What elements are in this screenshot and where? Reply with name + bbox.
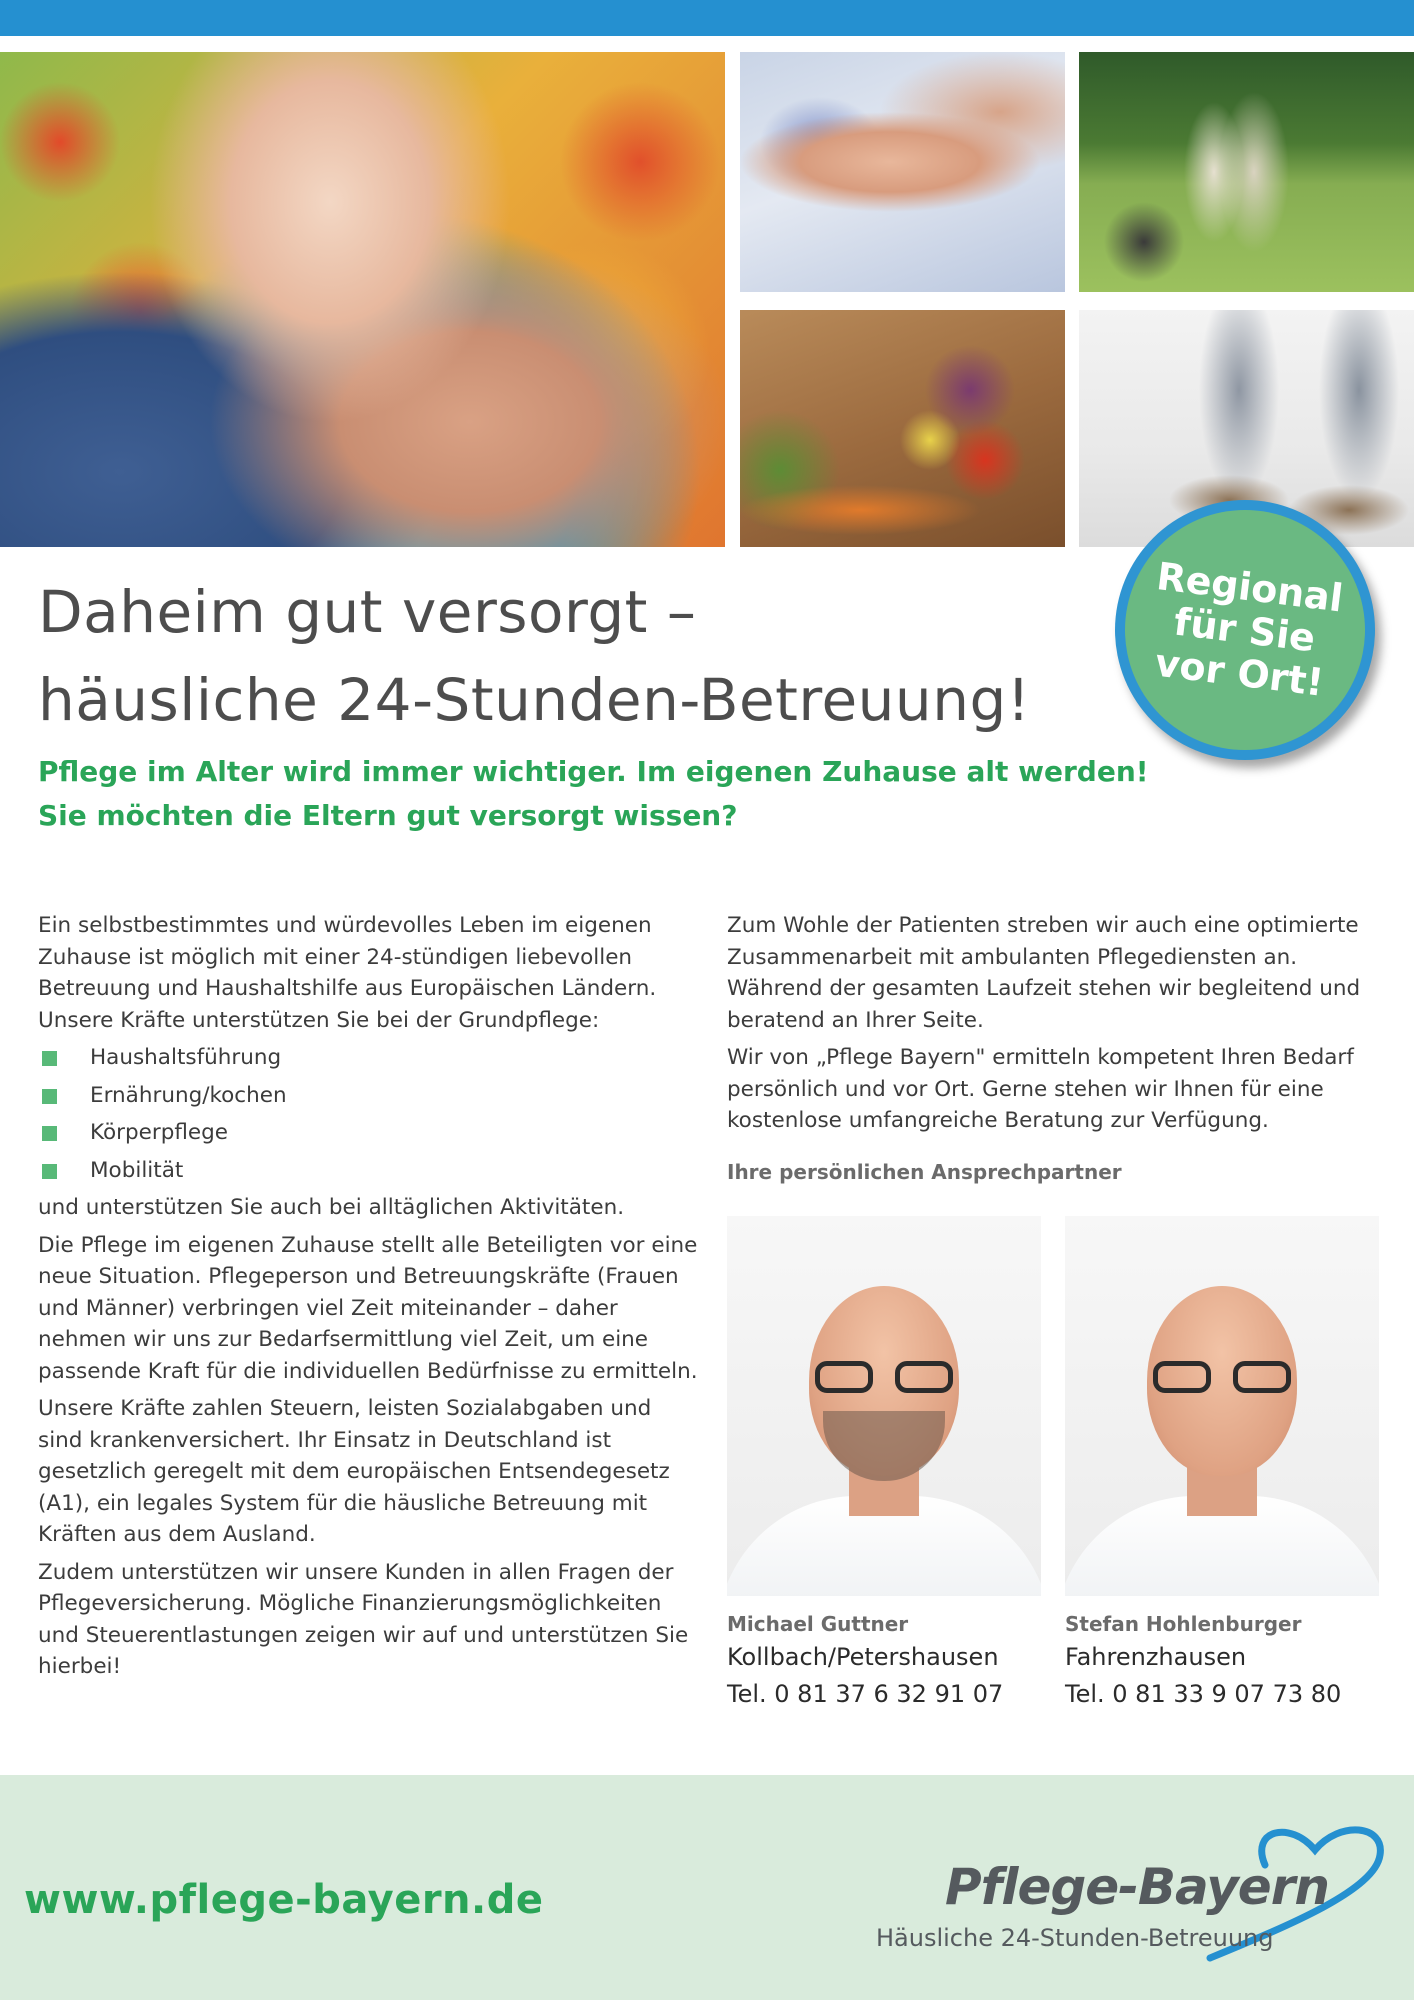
green-square-bullet-icon — [42, 1089, 57, 1104]
logo-tagline: Häusliche 24-Stunden-Betreuung — [876, 1924, 1274, 1952]
list-item — [38, 1117, 698, 1149]
portrait-beard — [823, 1411, 945, 1481]
badge-text: Regional für Sie vor Ort! — [1153, 553, 1346, 705]
pflege-bayern-logo — [870, 1820, 1390, 1970]
list-item — [38, 1080, 698, 1112]
top-color-bar — [0, 0, 1414, 36]
legal-paragraph: Unsere Kräfte zahlen Steuern, leisten Sozialabgaben und sind krankenversichert. Ihr Einsatz in Deutschland ist gesetzlich geregelt mit dem europäischen Entsendegesetz (A1), ein legales System für die häusliche Betreuung mit Kräften aus dem Ausland. — [38, 1396, 670, 1547]
right-text-column — [727, 910, 1387, 1143]
contact-name: Stefan Hohlenburger — [1065, 1612, 1302, 1636]
photo-cutting-vegetables — [740, 310, 1065, 547]
regional-badge — [1115, 500, 1375, 760]
left-text-column — [38, 910, 698, 1689]
contact-phone[interactable]: Tel. 0 81 37 6 32 91 07 — [727, 1680, 1004, 1708]
cooperation-paragraph: Zum Wohle der Patienten streben wir auch eine optimierte Zusammenarbeit mit ambulanten Pflegediensten an. Während der gesamten Laufzeit stehen wir begleitend und beratend an Ihrer Seite. — [727, 913, 1361, 1033]
services-list — [38, 1042, 698, 1186]
situation-paragraph: Die Pflege im eigenen Zuhause stellt alle Beteiligten vor eine neue Situation. Pflegeperson und Betreuungskräfte (Frauen und Männer) verbringen viel Zeit miteinander – daher nehmen wir uns zur Bedarfsermittlung viel Zeit, um eine passende Kraft für die individuellen Bedürfnisse zu ermitteln. — [38, 1232, 698, 1384]
intro-paragraph: Ein selbstbestimmtes und würdevolles Leben im eigenen Zuhause ist möglich mit einer 24-stündigen liebevollen Betreuung und Haushaltshilfe aus Europäischen Ländern. Unsere Kräfte unterstützen Sie bei der Grundpflege: — [38, 913, 657, 1033]
list-item — [38, 1042, 698, 1074]
website-link[interactable]: www.pflege-bayern.de — [24, 1877, 544, 1923]
list-item — [38, 1155, 698, 1187]
contact-place: Fahrenzhausen — [1065, 1643, 1247, 1671]
photo-couple-walking — [1079, 52, 1414, 292]
insurance-paragraph: Zudem unterstützen wir unsere Kunden in allen Fragen der Pflegeversicherung. Mögliche Finanzierungsmöglichkeiten und Steuerentlastungen zeigen wir auf und unterstützen Sie hierbei! — [38, 1559, 689, 1679]
contact-place: Kollbach/Petershausen — [727, 1643, 999, 1671]
contact-name: Michael Guttner — [727, 1612, 909, 1636]
service-label: Mobilität — [90, 1157, 184, 1183]
green-square-bullet-icon — [42, 1126, 57, 1141]
service-label: Haushaltsführung — [90, 1045, 282, 1070]
photo-washing-arm — [740, 52, 1065, 292]
glasses-icon — [1153, 1361, 1291, 1395]
service-label: Ernährung/kochen — [90, 1082, 287, 1108]
portrait-stefan-hohlenburger — [1065, 1216, 1379, 1596]
portrait-michael-guttner — [727, 1216, 1041, 1596]
glasses-icon — [815, 1361, 953, 1395]
after-list-paragraph: und unterstützen Sie auch bei alltäglichen Aktivitäten. — [38, 1195, 625, 1220]
logo-wordmark: Pflege-Bayern — [945, 1858, 1329, 1916]
page-title: Daheim gut versorgt – häusliche 24-Stunden-Betreuung! — [38, 578, 1031, 734]
hero-photo-holding-hands — [0, 52, 725, 547]
contact-phone[interactable]: Tel. 0 81 33 9 07 73 80 — [1065, 1680, 1342, 1708]
contacts-heading: Ihre persönlichen Ansprechpartner — [727, 1160, 1122, 1184]
badge-inner-circle — [1125, 510, 1365, 750]
page-subtitle: Pflege im Alter wird immer wichtiger. Im eigenen Zuhause alt werden! Sie möchten die Eltern gut versorgt wissen? — [38, 755, 1149, 832]
consultation-paragraph: Wir von „Pflege Bayern" ermitteln kompetent Ihren Bedarf persönlich und vor Ort. Gerne stehen wir Ihnen für eine kostenlose umfangreiche Beratung zur Verfügung. — [727, 1045, 1354, 1133]
green-square-bullet-icon — [42, 1051, 57, 1066]
service-label: Körperpflege — [90, 1120, 229, 1145]
green-square-bullet-icon — [42, 1164, 57, 1179]
